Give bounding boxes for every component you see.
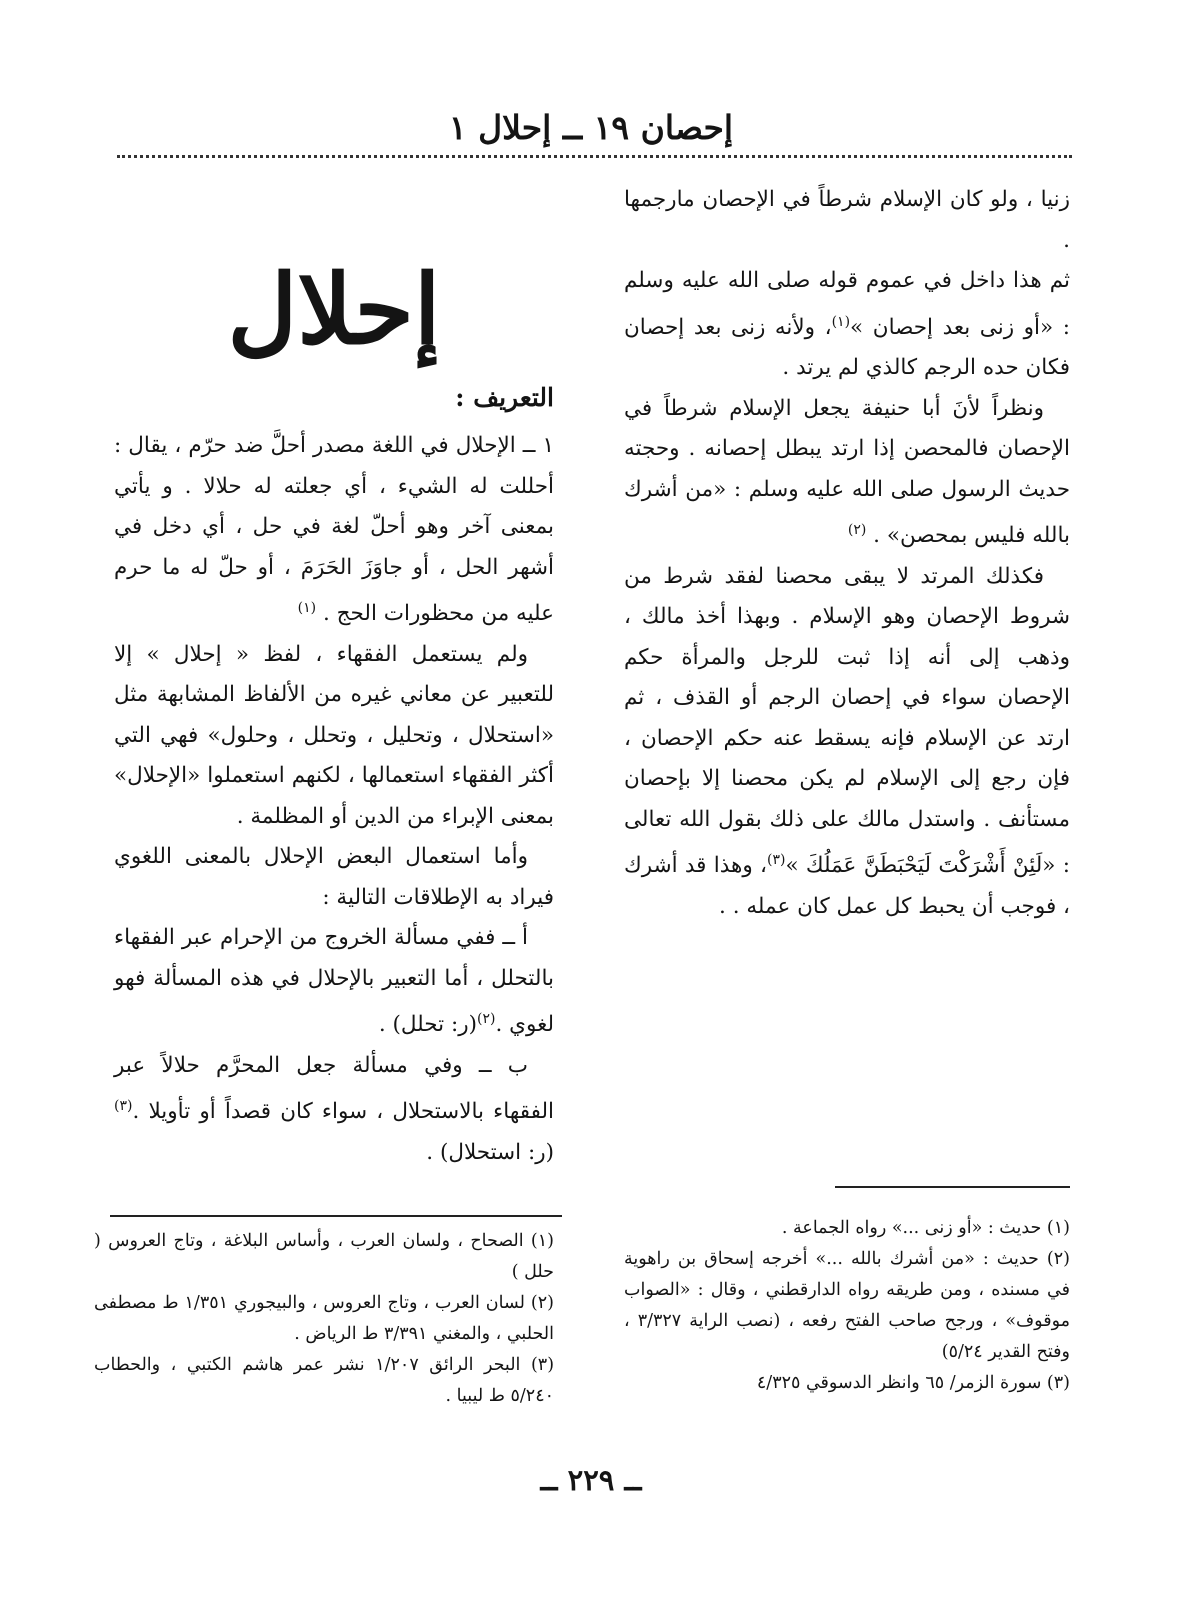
left-column: [114, 426, 554, 1173]
left-para-5: ب ــ وفي مسألة جعل المحرَّم حلالاً عبر الفقهاء بالاستحلال ، سواء كان قصداً أو تأويلا .$^{(٣)}$(ر: استحلال) .: [114, 1052, 554, 1165]
right-column: [624, 180, 1070, 927]
footnote: (٣) سورة الزمر/ ٦٥ وانظر الدسوقي ٤/٣٢٥: [756, 1373, 1070, 1393]
footnote-ref: (١): [297, 600, 317, 616]
left-para-2: ولم يستعمل الفقهاء ، لفظ « إحلال » إلا للتعبير عن معاني غيره من الألفاظ المشابهة مثل «استحلال ، وتحليل ، وتحلل ، وحلول» فهي التي أكثر الفقهاء استعمالها ، لكنهم استعملوا «الإحلال» بمعنى الإبراء من الدين أو المظلمة .: [114, 641, 554, 829]
footnote-ref: (٣): [766, 852, 786, 869]
right-para-3: ونظراً لأنَ أبا حنيفة يجعل الإسلام شرطاً في الإحصان فالمحصن إذا ارتد يبطل إحصانه . وحجته حديث الرسول صلى الله عليه وسلم : «من أشرك بالله فليس بمحصن» . $^{(٢)}$: [624, 395, 1070, 549]
footnote-ref: (٢): [477, 1011, 496, 1028]
footnote-ref: (٢): [847, 522, 867, 539]
entry-title: إحلال: [227, 253, 441, 366]
right-footnote-rule: [835, 1186, 1070, 1188]
footnote-ref: (٣): [114, 1098, 133, 1115]
footnote: (١) الصحاح ، ولسان العرب ، وأساس البلاغة ، وتاج العروس ( حلل ): [94, 1231, 554, 1282]
footnote-ref: (١): [831, 313, 851, 330]
right-para-4: فكذلك المرتد لا يبقى محصنا لفقد شرط من شروط الإحصان وهو الإسلام . وبهذا أخذ مالك ، وذهب إلى أنه إذا ثبت للرجل والمرأة حكم الإحصان سواء في إحصان الرجم أو القذف ، ثم ارتد عن الإسلام فإنه يسقط عنه حكم الإحصان ، فإن رجع إلى الإسلام لم يكن محصنا إلا بإحصان مستأنف . واستدل مالك على ذلك بقول الله تعالى : «لَئِنْ أَشْرَكْتَ لَيَحْبَطَنَّ عَمَلُكَ »$^{(٣)}$، وهذا قد أشرك ، فوجب أن يحبط كل عمل كان عمله . .: [624, 563, 1071, 919]
right-para-1: زنيا ، ولو كان الإسلام شرطاً في الإحصان مارجمها .: [624, 187, 1070, 253]
footnote: (٢) حديث : «من أشرك بالله ...» أخرجه إسحاق بن راهوية في مسنده ، ومن طريقه رواه الدارقطني ، وقال : «الصواب موقوف» ، ورجح صاحب الفتح رفعه ، (نصب الراية ٣/٣٢٧ ، وفتح القدير ٥/٢٤): [624, 1249, 1070, 1362]
page-number: ــ ٢٢٩ ــ: [540, 1463, 642, 1497]
right-footnotes: [624, 1213, 1070, 1399]
left-para-4: أ ــ ففي مسألة الخروج من الإحرام عبر الفقهاء بالتحلل ، أما التعبير بالإحلال في هذه المسألة فهو لغوي .$^{(٢)}$(ر: تحلل) .: [114, 925, 554, 1038]
footnote: (٣) البحر الرائق ١/٢٠٧ نشر عمر هاشم الكتبي ، والحطاب ٥/٢٤٠ ط ليبيا .: [94, 1355, 555, 1406]
left-para-3: وأما استعمال البعض الإحلال بالمعنى اللغوي فيراد به الإطلاقات التالية :: [114, 844, 554, 910]
footnote: (١) حديث : «أو زنى ...» رواه الجماعة .: [781, 1218, 1070, 1238]
left-footnote-rule: [110, 1215, 562, 1217]
header-divider: [117, 155, 1072, 158]
right-para-2: ثم هذا داخل في عموم قوله صلى الله عليه وسلم : «أو زنى بعد إحصان »$^{(١)}$، ولأنه زنى بعد إحصان فكان حده الرجم كالذي لم يرتد .: [624, 268, 1070, 381]
section-heading: التعريف :: [455, 383, 554, 412]
left-footnotes: [94, 1226, 554, 1412]
left-para-1: ١ ــ الإحلال في اللغة مصدر أحلَّ ضد حرّم ، يقال : أحللت له الشيء ، أي جعلته له حلالا . و يأتي بمعنى آخر وهو أحلّ لغة في حل ، أي دخل في أشهر الحل ، أو جاوَزَ الحَرَمَ ، أو حلّ له ما حرم عليه من محظورات الحج . $^{(١)}$: [114, 433, 554, 627]
footnote: (٢) لسان العرب ، وتاج العروس ، والبيجوري ١/٣٥١ ط مصطفى الحلبي ، والمغني ٣/٣٩١ ط الرياض .: [94, 1293, 554, 1344]
running-head: إحصان ١٩ ــ إحلال ١: [448, 108, 734, 147]
